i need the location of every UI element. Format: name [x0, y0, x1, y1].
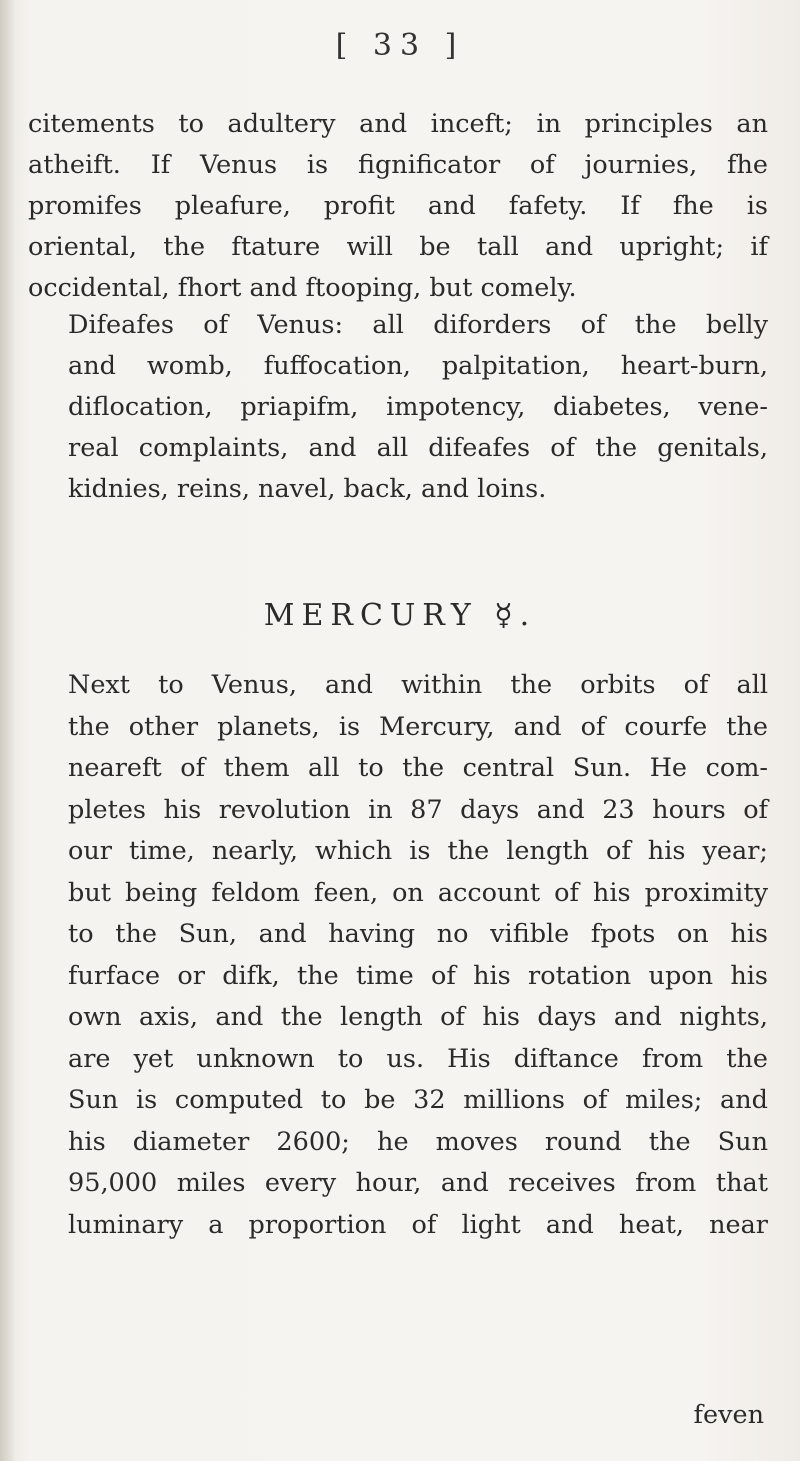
text-line: and womb, fuffocation, palpitation, heart-burn,	[68, 351, 768, 381]
catchword: feven	[693, 1400, 764, 1430]
text-line: Next to Venus, and within the orbits of all	[68, 670, 768, 700]
text-line: the other planets, is Mercury, and of courfe the	[68, 711, 768, 742]
text-line: 95,000 miles every hour, and receives from that	[68, 1168, 768, 1198]
text-line: atheift. If Venus is fignificator of journies, fhe	[28, 150, 768, 180]
paragraph-venus-diseases	[28, 305, 768, 510]
text-line: luminary a proportion of light and heat, near	[68, 1209, 768, 1240]
section-heading-mercury: MERCURY ☿.	[263, 598, 537, 633]
text-line: Sun is computed to be 32 millions of miles; and	[68, 1085, 768, 1115]
text-line: promifes pleafure, profit and fafety. If fhe is	[28, 191, 768, 221]
text-line: occidental, fhort and ftooping, but comely.	[28, 273, 577, 303]
text-line: oriental, the ftature will be tall and upright; if	[28, 232, 768, 262]
text-line: own axis, and the length of his days and nights,	[68, 1002, 768, 1032]
text-line: our time, nearly, which is the length of his year;	[68, 836, 768, 866]
text-line: his diameter 2600; he moves round the Sun	[68, 1126, 768, 1157]
paragraph-mercury	[28, 665, 768, 1246]
text-line: kidnies, reins, navel, back, and loins.	[68, 474, 547, 504]
text-line: to the Sun, and having no vifible fpots on his	[68, 919, 768, 949]
text-line: but being feldom feen, on account of his proximity	[68, 877, 768, 908]
text-line: are yet unknown to us. His diftance from the	[68, 1043, 768, 1074]
text-line: Difeafes of Venus: all diforders of the belly	[68, 310, 768, 340]
page-binding-edge	[0, 0, 14, 1461]
paragraph-venus-traits	[28, 104, 768, 309]
text-line: diflocation, priapifm, impotency, diabetes, vene-	[68, 392, 768, 422]
text-line: neareft of them all to the central Sun. He com-	[68, 753, 768, 783]
page-number: [ 33 ]	[335, 28, 465, 63]
text-line: real complaints, and all difeafes of the genitals,	[68, 433, 768, 463]
text-line: furface or difk, the time of his rotation upon his	[68, 960, 768, 991]
text-line: pletes his revolution in 87 days and 23 hours of	[68, 794, 768, 825]
text-line: citements to adultery and inceft; in principles an	[28, 109, 768, 139]
